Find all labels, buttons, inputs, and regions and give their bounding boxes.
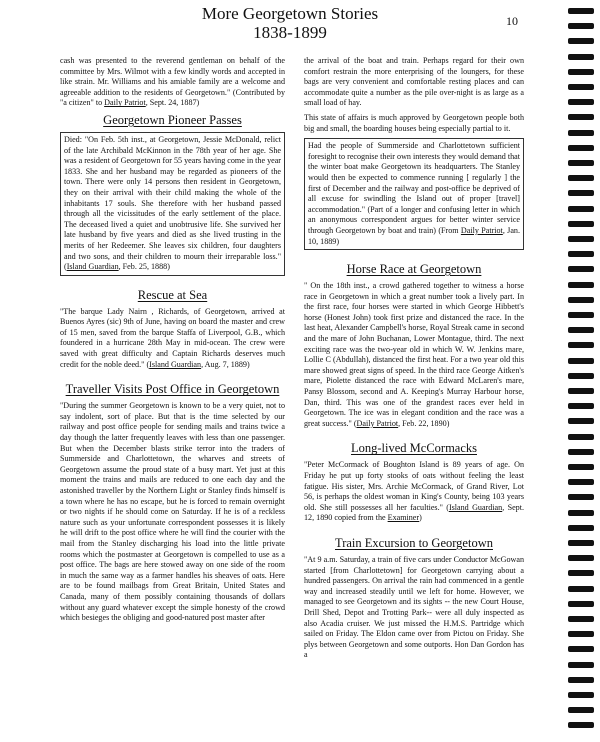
binding-ring bbox=[568, 312, 594, 318]
section-title-traveller: Traveller Visits Post Office in Georgetown bbox=[65, 382, 280, 397]
traveller-continued-2: This state of affairs is much approved by Georgetown people both big and small, the boarding houses being especially partial to it. bbox=[304, 112, 524, 133]
binding-ring bbox=[568, 449, 594, 455]
section-title-horse-race: Horse Race at Georgetown bbox=[346, 262, 482, 277]
section-title-pioneer: Georgetown Pioneer Passes bbox=[103, 112, 242, 127]
binding-ring bbox=[568, 358, 594, 364]
binding-ring bbox=[568, 206, 594, 212]
binding-ring bbox=[568, 54, 594, 60]
binding-ring bbox=[568, 8, 594, 14]
book-years: 1838-1899 bbox=[253, 23, 327, 42]
binding-ring bbox=[568, 175, 594, 181]
right-column bbox=[304, 56, 524, 665]
binding-ring bbox=[568, 190, 594, 196]
pioneer-article: Died: "On Feb. 5th inst., at Georgetown, Jessie McDonald, relict of the late Archibald McKinnon in the 78th year of her age. She was a resident of Georgetown for 55 years having come in the year 1833. She and her husband may be regarded as pioneers of the town. There were only 14 persons then resident in Georgetown, they on their arrival with their child making the whole of the inhabitants 17 souls. She therefore with her husband passed through all the vicissitudes of the early settlement of the place. The deceased lived a quiet and unobtrusive life. She survived her late husband by five years and died as she lived trusting in the merits of her Redeemer. She leaves six children, four daughters and two sons, and their children to mourn their irreparable loss." (Island Guardian, Feb. 25, 1888) bbox=[60, 132, 285, 276]
binding-ring bbox=[568, 677, 594, 683]
binding-ring bbox=[568, 84, 594, 90]
binding-ring bbox=[568, 236, 594, 242]
binding-ring bbox=[568, 479, 594, 485]
source-citation: Daily Patriot bbox=[104, 98, 146, 108]
binding-ring bbox=[568, 510, 594, 516]
binding-ring bbox=[568, 601, 594, 607]
binding-ring bbox=[568, 221, 594, 227]
binding-ring bbox=[568, 722, 594, 728]
binding-ring bbox=[568, 145, 594, 151]
binding-ring bbox=[568, 540, 594, 546]
page-header bbox=[60, 4, 520, 42]
binding-ring bbox=[568, 707, 594, 713]
binding-ring bbox=[568, 282, 594, 288]
intro-paragraph: cash was presented to the reverend gentleman on behalf of the committee by Mrs. Wilmot with a few kindly words and accepted in like strain. Mr. Williams and his amiable family are a welcome and agreeable addition to the residents of Georgetown." (Contributed by "a citizen" to Daily Patriot, Sept. 24, 1887) bbox=[60, 56, 285, 108]
binding-ring bbox=[568, 464, 594, 470]
binding-ring bbox=[568, 494, 594, 500]
binding-ring bbox=[568, 69, 594, 75]
binding-ring bbox=[568, 631, 594, 637]
binding-ring bbox=[568, 555, 594, 561]
rescue-article: "The barque Lady Nairn , Richards, of Georgetown, arrived at Buenos Ayres (sic) 9th of June, having on board the master and crew of 15 men, saved from the barque Staffa of Liverpool, G.B., which foundered in a hurricane 28th May in mid-ocean. The crew were saved with great difficulty and Captain Richards deserves much credit for the noble deed." (Island Guardian, Aug. 7, 1889) bbox=[60, 306, 285, 369]
binding-ring bbox=[568, 266, 594, 272]
binding-ring bbox=[568, 418, 594, 424]
binding-ring bbox=[568, 327, 594, 333]
traveller-article: "During the summer Georgetown is known to be a very quiet, not to say indolent, sort of place. But that is the time selected by our railway and post office people for sending mails and trains twice a day though the latter frequently leaves with less than one passenger. But when the December blasts strike terror into the traders of Summerside and Charlottetown, the wharves and streets of Georgetown assume the proud state of a busy mart. Yet just at this moment the trains and mails are reduced to one each day and the astonished traveller by the Northern Light or Stanley finds himself is a town where he has no escape, but he is forced to remain overnight or two nights if he should come on Saturday. If he is of a reckless nature such as your unfortunate correspondent possesses it is likely he will drift to the post office where he will find the courier with the mail from the Stanley discharging his load into the little private rooms which the postmaster at Georgetown is compelled to use as a post office. The bags are here stowed away on one side of the room in much the same way as a farmer handles his sheaves of oats. Here are to be found mailbags from Great Britain, United States and Canada, many of them possibly containing thousands of dollars without any guard whatever except the simple honesty of the crowd which besieges the obliging and good-natured post master after bbox=[60, 401, 285, 623]
binding-ring bbox=[568, 297, 594, 303]
horse-race-article: " On the 18th inst., a crowd gathered together to witness a horse race in Georgetown in which a great number took a lively part. In the first race, four horses were started in which George Hibbett's horse (Honest John) took first prize and distanced the race. In the last heat, Alexander Campbell's horse, Royal Streak came in second and the mare of John Buchanan, Lower Montague, third. The next exciting race was the two-year old in which W. W. Jenkins mare, Lollie C (Abdullah), distanced the first heat. For a two year old this mare showed great signs of speed. In the third race George Aitken's mare, Piolette distanced the race with Edward McLaren's mare, Pansy Blossom, second and A. Keeping's Murray Harbour horse, Dan, third. This was one of the grandest races ever held in Georgetown. The ice was in elegant condition and the race was a great success." (Daily Patriot, Feb. 22, 1890) bbox=[304, 281, 524, 428]
binding-ring bbox=[568, 434, 594, 440]
binding-ring bbox=[568, 586, 594, 592]
source-citation: Island Guardian bbox=[448, 502, 503, 512]
binding-ring bbox=[568, 616, 594, 622]
binding-ring bbox=[568, 373, 594, 379]
binding-ring bbox=[568, 342, 594, 348]
binding-ring bbox=[568, 570, 594, 576]
binding-ring bbox=[568, 662, 594, 668]
binding-ring bbox=[568, 38, 594, 44]
page-number: 10 bbox=[506, 14, 518, 28]
book-title: More Georgetown Stories bbox=[201, 4, 379, 23]
mccormacks-article: "Peter McCormack of Boughton Island is 89 years of age. On Friday he put up forty stooks of oats without feeling the least fatigue. His sister, Mrs. Archie McCormack, of Grand River, Lot 56, is perhaps the oldest woman in King's County, being 103 years old. She still possesses all her faculties." (Island Guardian, Sept. 12, 1890 copied from the Examiner) bbox=[304, 460, 524, 523]
source-citation: Daily Patriot bbox=[356, 418, 399, 428]
source-citation: Examiner bbox=[387, 513, 420, 523]
source-citation: Island Guardian bbox=[149, 359, 202, 369]
traveller-continued-3: Had the people of Summerside and Charlottetown sufficient foresight to recognise their own interests they would demand that the winter boat make Georgetown its headquarters. The Stanley would then be expected to commence running [ regularly ] the first of December and the railway and post-office be deprived of all excuse for swindling the Island out of proper [travel] accommodation." (Part of a longer and confusing letter in which an anonymous correspondent argues for better winter service through Georgetown by boat and train) (From Daily Patriot, Jan. 10, 1889) bbox=[304, 138, 524, 250]
section-title-rescue: Rescue at Sea bbox=[137, 287, 208, 302]
section-title-train: Train Excursion to Georgetown bbox=[335, 535, 493, 550]
binding-ring bbox=[568, 251, 594, 257]
traveller-continued-1: the arrival of the boat and train. Perhaps regard for their own comfort restrain the more enterprising of the loungers, for these bags are very convenient and comfortable resting places and can accommodate quite a number as the pile over-night is as large as a small load of hay. bbox=[304, 56, 524, 108]
section-title-mccormacks: Long-lived McCormacks bbox=[350, 441, 477, 456]
binding-ring bbox=[568, 403, 594, 409]
train-article: "At 9 a.m. Saturday, a train of five cars under Conductor McGowan started [from Charlottetown] for Georgetown carrying about a hundred passengers. On arrival the rain had commenced in a gentle way and increased steadily until we left for home. However, we managed to see Georgetown and its sights -- the new Court House, Drill Shed, Depot and Trotting Park-- were all duly inspected as also Acadia cruiser. We just missed the H.M.S. Partridge which sailed on Friday. The Eldon came over from Pictou on Friday. She plys between Georgetown and some outports. Hon Dan Gordon has a bbox=[304, 554, 524, 660]
binding-ring bbox=[568, 692, 594, 698]
binding-ring bbox=[568, 160, 594, 166]
binding-ring bbox=[568, 114, 594, 120]
binding-ring bbox=[568, 646, 594, 652]
source-citation: Daily Patriot bbox=[460, 225, 503, 235]
binding-ring bbox=[568, 99, 594, 105]
binding-ring bbox=[568, 388, 594, 394]
binding-ring bbox=[568, 130, 594, 136]
binding-ring bbox=[568, 525, 594, 531]
spiral-binding bbox=[562, 0, 600, 742]
left-column bbox=[60, 56, 285, 628]
source-citation: Island Guardian bbox=[66, 262, 119, 272]
binding-ring bbox=[568, 23, 594, 29]
